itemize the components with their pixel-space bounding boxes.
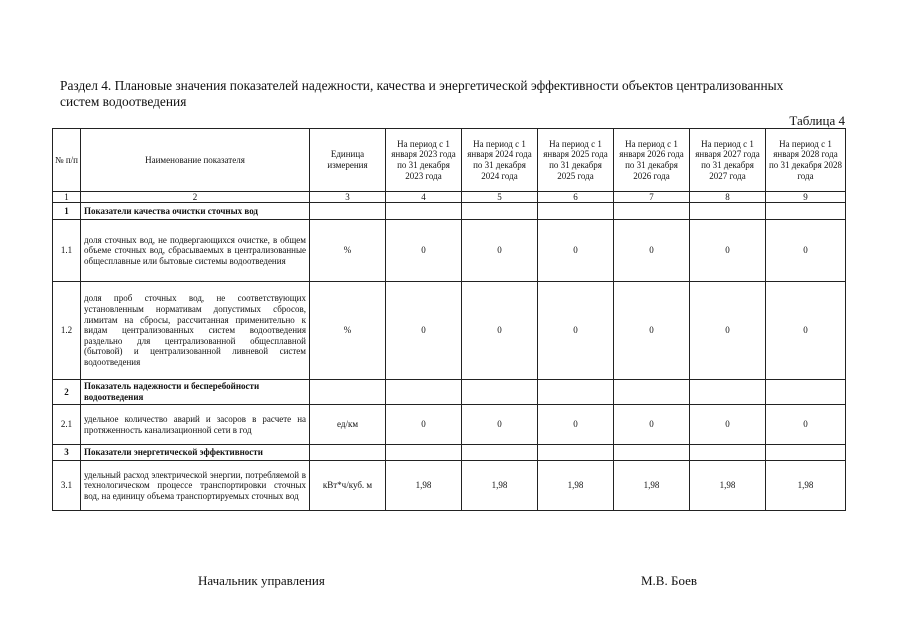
empty-cell (386, 380, 462, 405)
table-caption: Таблица 4 (789, 113, 845, 128)
empty-cell (462, 380, 538, 405)
section-title: Показатель надежности и бесперебойности водоотведения (81, 380, 310, 405)
row-num: 1.1 (53, 220, 81, 282)
signatory-position: Начальник управления (198, 573, 325, 588)
value-cell: 0 (538, 282, 614, 380)
column-number: 1 (53, 192, 81, 203)
value-cell: 1,98 (766, 461, 846, 511)
row-num: 2.1 (53, 405, 81, 445)
row-num: 3 (53, 445, 81, 461)
section-title: Показатели энергетической эффективности (81, 445, 310, 461)
row-num: 3.1 (53, 461, 81, 511)
column-number: 5 (462, 192, 538, 203)
empty-cell (310, 380, 386, 405)
column-number: 2 (81, 192, 310, 203)
indicators-table-container (52, 128, 845, 511)
header-period-2028: На период с 1 января 2028 года по 31 декабря 2028 года (766, 129, 846, 192)
value-cell: 0 (462, 282, 538, 380)
section-row-3 (53, 445, 846, 461)
unit-cell: % (310, 220, 386, 282)
table-row-1-1 (53, 220, 846, 282)
indicator-name: доля проб сточных вод, не соответствующих установленным нормативам допустимых сбросов, лимитам на сбросы, рассчитанная применительно к видам централизованных систем водоотведения раздельно для централизованной общесплавной (бытовой) и централизованной ливневой систем водоотведения (81, 282, 310, 380)
value-cell: 0 (538, 220, 614, 282)
empty-cell (614, 380, 690, 405)
value-cell: 0 (614, 405, 690, 445)
value-cell: 0 (614, 220, 690, 282)
table-row-1-2 (53, 282, 846, 380)
table-row-3-1 (53, 461, 846, 511)
value-cell: 0 (690, 405, 766, 445)
empty-cell (614, 203, 690, 220)
value-cell: 1,98 (462, 461, 538, 511)
empty-cell (766, 380, 846, 405)
value-cell: 1,98 (538, 461, 614, 511)
table-row-2-1 (53, 405, 846, 445)
value-cell: 0 (614, 282, 690, 380)
header-unit: Единица измерения (310, 129, 386, 192)
value-cell: 0 (462, 405, 538, 445)
row-num: 2 (53, 380, 81, 405)
value-cell: 0 (386, 220, 462, 282)
value-cell: 1,98 (690, 461, 766, 511)
empty-cell (538, 380, 614, 405)
value-cell: 0 (538, 405, 614, 445)
value-cell: 0 (386, 282, 462, 380)
empty-cell (538, 445, 614, 461)
value-cell: 0 (690, 220, 766, 282)
row-num: 1.2 (53, 282, 81, 380)
value-cell: 0 (462, 220, 538, 282)
header-row (53, 129, 846, 192)
header-period-2025: На период с 1 января 2025 года по 31 декабря 2025 года (538, 129, 614, 192)
empty-cell (766, 203, 846, 220)
unit-cell: % (310, 282, 386, 380)
indicator-name: доля сточных вод, не подвергающихся очистке, в общем объеме сточных вод, сбрасываемых в централизованные общесплавные или бытовые системы водоотведения (81, 220, 310, 282)
header-num: № п/п (53, 129, 81, 192)
column-number: 4 (386, 192, 462, 203)
section-row-2 (53, 380, 846, 405)
column-number: 8 (690, 192, 766, 203)
row-num: 1 (53, 203, 81, 220)
column-number: 3 (310, 192, 386, 203)
empty-cell (690, 445, 766, 461)
column-number-row (53, 192, 846, 203)
column-number: 9 (766, 192, 846, 203)
header-period-2026: На период с 1 января 2026 года по 31 декабря 2026 года (614, 129, 690, 192)
empty-cell (310, 445, 386, 461)
empty-cell (386, 203, 462, 220)
signatory-name: М.В. Боев (641, 573, 698, 588)
header-period-2024: На период с 1 января 2024 года по 31 декабря 2024 года (462, 129, 538, 192)
column-number: 6 (538, 192, 614, 203)
empty-cell (690, 203, 766, 220)
value-cell: 1,98 (614, 461, 690, 511)
empty-cell (386, 445, 462, 461)
value-cell: 1,98 (386, 461, 462, 511)
value-cell: 0 (766, 220, 846, 282)
unit-cell: кВт*ч/куб. м (310, 461, 386, 511)
header-name: Наименование показателя (81, 129, 310, 192)
section-title: Показатели качества очистки сточных вод (81, 203, 310, 220)
empty-cell (310, 203, 386, 220)
indicator-name: удельное количество аварий и засоров в расчете на протяженность канализационной сети в год (81, 405, 310, 445)
value-cell: 0 (386, 405, 462, 445)
header-period-2027: На период с 1 января 2027 года по 31 декабря 2027 года (690, 129, 766, 192)
column-number: 7 (614, 192, 690, 203)
empty-cell (614, 445, 690, 461)
section-heading: Раздел 4. Плановые значения показателей надежности, качества и энергетической эффективности объектов централизованных систем водоотведения (60, 78, 784, 109)
empty-cell (462, 445, 538, 461)
empty-cell (538, 203, 614, 220)
empty-cell (690, 380, 766, 405)
indicators-table (52, 128, 846, 511)
value-cell: 0 (766, 282, 846, 380)
indicator-name: удельный расход электрической энергии, потребляемой в технологическом процессе транспортировки сточных вод, на единицу объема транспортируемых сточных вод (81, 461, 310, 511)
section-row-1 (53, 203, 846, 220)
header-period-2023: На период с 1 января 2023 года по 31 декабря 2023 года (386, 129, 462, 192)
unit-cell: ед/км (310, 405, 386, 445)
empty-cell (462, 203, 538, 220)
value-cell: 0 (690, 282, 766, 380)
empty-cell (766, 445, 846, 461)
value-cell: 0 (766, 405, 846, 445)
